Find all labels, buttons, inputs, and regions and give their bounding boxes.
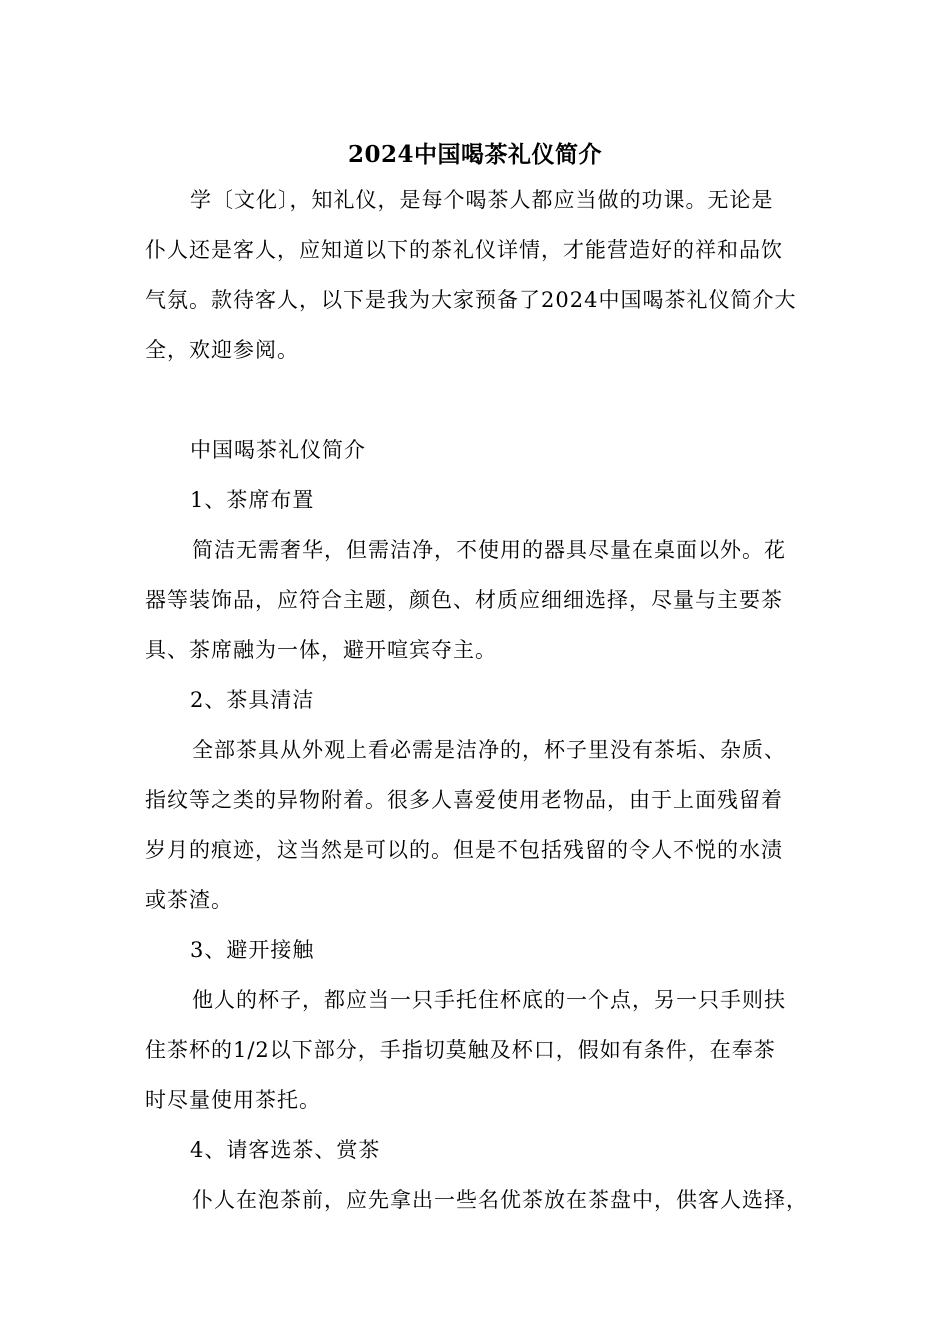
section-4-heading: 4、请客选茶、赏茶 (190, 1138, 381, 1162)
section-2-heading: 2、茶具清洁 (190, 688, 315, 712)
section-subtitle: 中国喝茶礼仪简介 (190, 438, 366, 462)
section-3-line-3: 时尽量使用茶托。 (145, 1088, 321, 1112)
intro-line-4: 全，欢迎参阅。 (145, 338, 299, 362)
intro-line-3: 气氛。款待客人，以下是我为大家预备了2024中国喝茶礼仪简介大 (145, 288, 797, 312)
section-1-line-2: 器等装饰品，应符合主题，颜色、材质应细细选择，尽量与主要茶 (145, 588, 783, 612)
section-3-line-2: 住茶杯的1/2以下部分，手指切莫触及杯口，假如有条件，在奉茶 (145, 1038, 776, 1062)
section-2-line-3: 岁月的痕迹，这当然是可以的。但是不包括残留的令人不悦的水渍 (145, 838, 783, 862)
section-3-line-1: 他人的杯子，都应当一只手托住杯底的一个点，另一只手则扶 (192, 988, 786, 1012)
document-title: 2024中国喝茶礼仪简介 (347, 141, 602, 168)
section-2-line-2: 指纹等之类的异物附着。很多人喜爱使用老物品，由于上面残留着 (145, 788, 783, 812)
section-2-line-4: 或茶渣。 (145, 888, 233, 912)
intro-line-1: 学〔文化〕，知礼仪，是每个喝茶人都应当做的功课。无论是 (190, 188, 774, 212)
section-1-heading: 1、茶席布置 (190, 488, 315, 512)
section-1-line-3: 具、茶席融为一体，避开喧宾夺主。 (145, 638, 497, 662)
intro-line-2: 仆人还是客人，应知道以下的茶礼仪详情，才能营造好的祥和品饮 (145, 238, 783, 262)
section-3-heading: 3、避开接触 (190, 938, 315, 962)
section-2-line-1: 全部茶具从外观上看必需是洁净的，杯子里没有茶垢、杂质、 (192, 738, 786, 762)
section-4-line-1: 仆人在泡茶前，应先拿出一些名优茶放在茶盘中，供客人选择， (192, 1188, 808, 1212)
section-1-line-1: 简洁无需奢华，但需洁净，不使用的器具尽量在桌面以外。花 (192, 538, 786, 562)
